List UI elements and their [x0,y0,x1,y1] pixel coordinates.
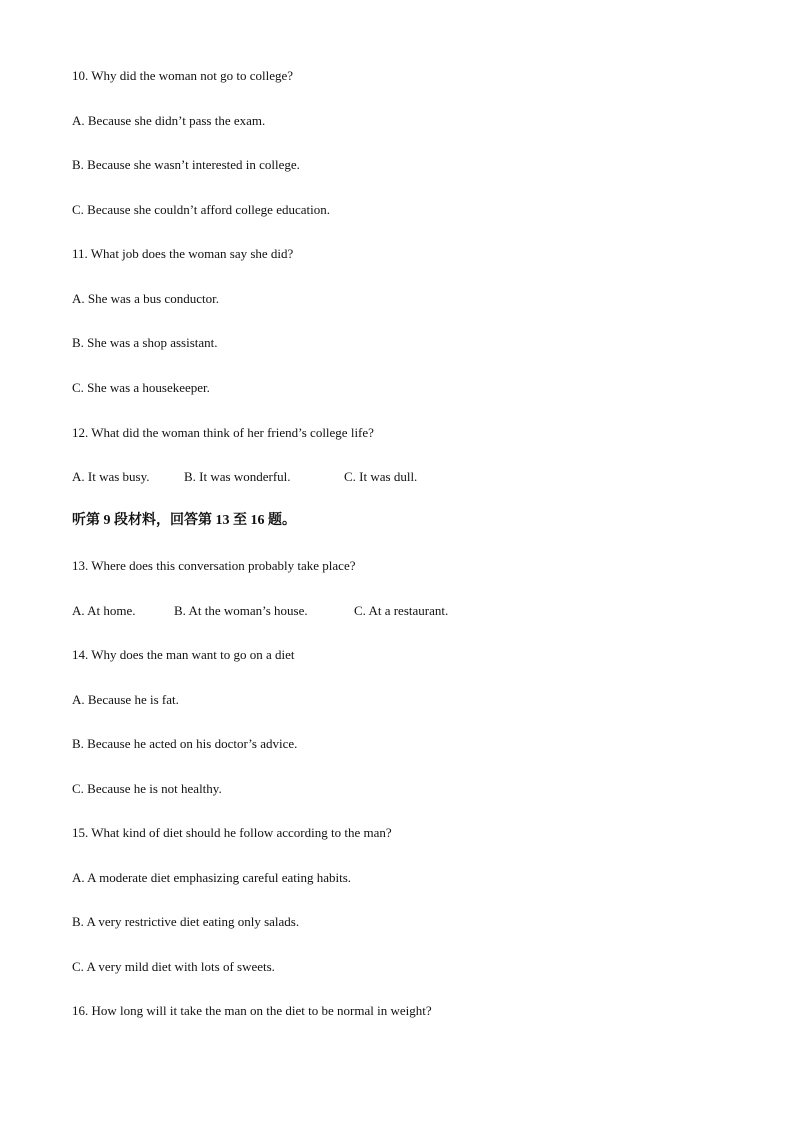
question-15-option-c: C. A very mild diet with lots of sweets. [72,959,275,974]
question-11-option-b: B. She was a shop assistant. [72,335,218,350]
question-13-option-b: B. At the woman’s house. [174,603,308,618]
question-14-option-a: A. Because he is fat. [72,692,179,707]
question-15-stem: 15. What kind of diet should he follow according to the man? [72,825,392,840]
question-12-option-b: B. It was wonderful. [184,469,291,484]
question-11-option-a: A. She was a bus conductor. [72,291,219,306]
question-14-option-c: C. Because he is not healthy. [72,781,222,796]
question-15-option-b: B. A very restrictive diet eating only salads. [72,914,300,929]
question-16-stem: 16. How long will it take the man on the diet to be normal in weight? [72,1003,432,1018]
question-10-option-c: C. Because she couldn’t afford college education. [72,202,330,217]
question-10-option-b: B. Because she wasn’t interested in college. [72,157,300,172]
question-15-option-a: A. A moderate diet emphasizing careful eating habits. [72,870,352,885]
question-14-stem: 14. Why does the man want to go on a diet [72,647,295,662]
question-12-stem: 12. What did the woman think of her friend’s college life? [72,425,374,440]
question-12-option-c: C. It was dull. [344,469,418,484]
section-heading: 听第 9 段材料，回答第 13 至 16 题。 [72,513,296,528]
question-14-option-b: B. Because he acted on his doctor’s advice. [72,736,298,751]
question-10-stem: 10. Why did the woman not go to college? [72,68,294,83]
question-11-option-c: C. She was a housekeeper. [72,380,210,395]
question-13-option-a: A. At home. [72,603,136,618]
question-11-stem: 11. What job does the woman say she did? [72,246,294,261]
question-10-option-a: A. Because she didn’t pass the exam. [72,113,266,128]
question-13-stem: 13. Where does this conversation probably take place? [72,558,356,573]
question-13-option-c: C. At a restaurant. [354,603,449,618]
question-12-option-a: A. It was busy. [72,469,150,484]
